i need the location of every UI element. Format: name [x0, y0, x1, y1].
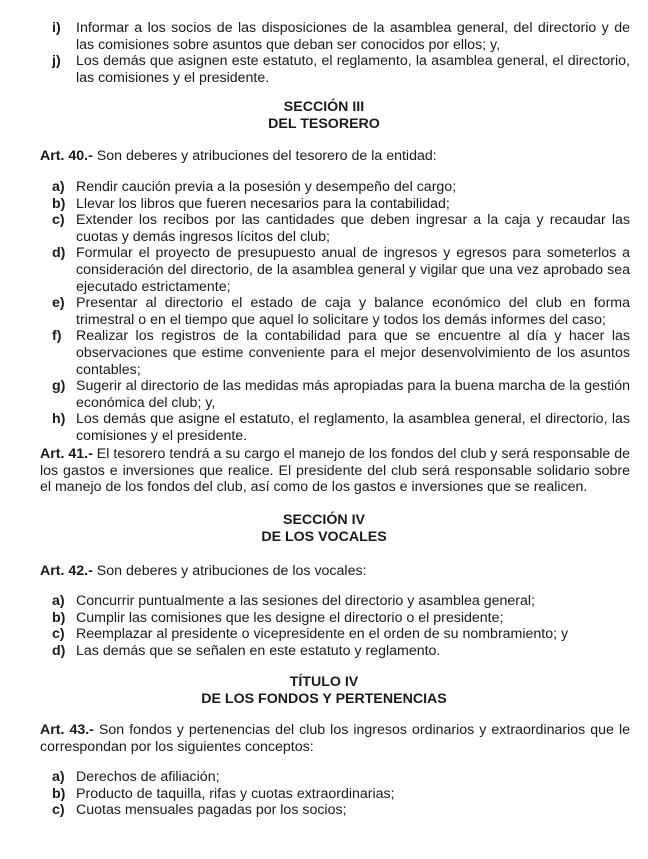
list-item: [40, 328, 630, 378]
item-text: Informar a los socios de las disposiciones de la asamblea general, del directorio y de las comisiones sobre asuntos que deban ser conocidos por ellos; y,: [76, 20, 630, 53]
item-label: a): [52, 593, 65, 609]
section-title: DEL TESORERO: [268, 115, 380, 132]
article-text: Son deberes y atribuciones del tesorero de la entidad:: [92, 148, 437, 164]
article-40: [40, 148, 630, 165]
item-label: c): [52, 626, 65, 643]
item-text: Concurrir puntualmente a las sesiones del directorio y asamblea general;: [76, 593, 535, 609]
art43-list: [40, 769, 630, 819]
item-label: g): [52, 378, 66, 395]
item-text: Cumplir las comisiones que les designe el directorio o el presidente;: [76, 609, 504, 626]
item-label: a): [52, 179, 65, 195]
article-label: Art. 40.-: [40, 148, 93, 164]
item-label: a): [52, 769, 65, 785]
item-label: d): [52, 245, 66, 262]
art42-list: [40, 593, 630, 659]
section-heading: [0, 512, 648, 545]
item-text: Realizar los registros de la contabilidad para que se encuentre al día y hacer las observaciones que estime conveniente para el mejor desenvolvimiento de los asuntos contables;: [76, 328, 630, 378]
list-item: [40, 411, 630, 444]
list-item: [40, 378, 630, 411]
article-42: [40, 563, 630, 580]
item-text: Los demás que asignen este estatuto, el reglamento, la asamblea general, el directorio, las comisiones y el presidente.: [76, 53, 630, 86]
article-label: Art. 41.-: [40, 446, 93, 462]
item-label: b): [52, 195, 66, 212]
list-item: [40, 20, 630, 53]
item-text: Extender los recibos por las cantidades que deben ingresar a la caja y recaudar las cuotas y demás ingresos lícitos del club;: [76, 212, 630, 245]
section-number: SECCIÓN III: [283, 99, 365, 115]
article-text: Son fondos y pertenencias del club los ingresos ordinarios y extraordinarios que le correspondan por los siguientes conceptos:: [40, 722, 630, 755]
title-number: TÍTULO IV: [289, 674, 359, 690]
article-41: [40, 446, 630, 496]
item-text: Derechos de afiliación;: [76, 769, 220, 785]
item-label: e): [52, 295, 65, 312]
item-text: Sugerir al directorio de las medidas más apropiadas para la buena marcha de la gestión económica del club; y,: [76, 378, 630, 411]
title-name: DE LOS FONDOS Y PERTENENCIAS: [201, 690, 447, 707]
list-item: [40, 179, 630, 196]
item-text: Reemplazar al presidente o vicepresidente en el orden de su nombramiento; y: [76, 626, 569, 643]
title-heading: [0, 674, 648, 707]
section-number: SECCIÓN IV: [283, 512, 365, 528]
section-heading: [0, 99, 648, 132]
item-text: Producto de taquilla, rifas y cuotas extraordinarias;: [76, 785, 395, 802]
art40-list: [40, 179, 630, 445]
section-title: DE LOS VOCALES: [261, 528, 387, 545]
list-item: [40, 196, 630, 213]
item-label: f): [52, 328, 62, 345]
list-item: [40, 643, 630, 660]
top-list: [40, 20, 630, 86]
item-text: Los demás que asigne el estatuto, el reglamento, la asamblea general, el directorio, las comisiones y el presidente.: [76, 411, 630, 444]
list-item: [40, 295, 630, 328]
list-item: [40, 802, 630, 819]
item-text: Presentar al directorio el estado de caja y balance económico del club en forma trimestral o en el tiempo que aquel lo solicitare y todos los demás informes del caso;: [76, 295, 630, 328]
list-item: [40, 626, 630, 643]
list-item: [40, 769, 630, 786]
list-item: [40, 245, 630, 295]
article-text: El tesorero tendrá a su cargo el manejo de los fondos del club y será responsable de los gastos e inversiones que realice. El presidente del club será responsable solidario sobre el manejo de los fondos del club, así como de los gastos e inversiones que se realicen.: [40, 446, 630, 496]
list-item: [40, 610, 630, 627]
item-label: i): [52, 20, 61, 36]
item-label: h): [52, 411, 66, 428]
item-label: b): [52, 609, 66, 626]
item-text: Cuotas mensuales pagadas por los socios;: [76, 802, 347, 819]
article-text: Son deberes y atribuciones de los vocales:: [92, 563, 367, 579]
item-label: c): [52, 802, 65, 819]
item-text: Rendir caución previa a la posesión y desempeño del cargo;: [76, 179, 457, 195]
list-item: [40, 53, 630, 86]
item-label: j): [52, 53, 61, 70]
item-text: Formular el proyecto de presupuesto anual de ingresos y egresos para someterlos a consideración del directorio, de la asamblea general y vigilar que una vez aprobado sea ejecutado estrictamente;: [76, 245, 630, 295]
item-label: c): [52, 212, 65, 229]
item-text: Las demás que se señalen en este estatuto y reglamento.: [76, 642, 441, 659]
article-label: Art. 43.-: [40, 722, 94, 738]
item-label: b): [52, 785, 66, 802]
list-item: [40, 212, 630, 245]
article-label: Art. 42.-: [40, 563, 93, 579]
article-43: [40, 722, 630, 755]
item-text: Llevar los libros que fueren necesarios para la contabilidad;: [76, 195, 450, 212]
list-item: [40, 786, 630, 803]
list-item: [40, 593, 630, 610]
item-label: d): [52, 642, 66, 659]
